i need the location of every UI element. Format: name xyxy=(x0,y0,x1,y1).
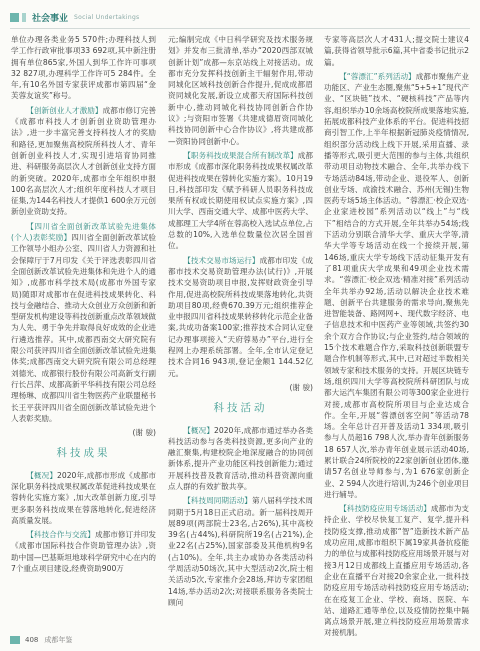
book-title: 成都年鉴 xyxy=(44,636,73,644)
column-3 xyxy=(324,34,469,642)
section-heading: 【四川省全面创新改革试验先进集体(个人)表彰奖励】 xyxy=(11,221,156,243)
paragraph: 【职务科技成果混合所有制改革】成都市形成《成都市深化职务科技成果权属改革促进科技成果在蓉转化实施方案》。10月19日,科技部印发《赋予科研人员职务科技成果所有权或长期使用权试点实施方案》,四川大学、西南交通大学、成都中医药大学、成都理工大学4所在蓉高校入选试点单位,占总数的10%,入选单位数量位次居全国首位。 xyxy=(168,150,314,251)
author-sign: (谢 骏) xyxy=(289,382,313,392)
paragraph: 【“蓉漂汇”系列活动】成都市聚焦产业功能区、产业生态圈,聚焦“5+5+1”现代产业、“区块链”技术、“硬核科技”产品等内容,组织举办10余场高校院所成果落地实施,拓展成都科技产业体系的平台。促进科技招商引智工作,上半年根据新冠肺炎疫情情况,组织部分活动线上线下开展,采用直播、录播等形式,吸引更大范围的参与主体,共组织带动项目动物技术融合、全年,共举办线下专场活动84场,带动企业、退役军人、创新创业专场、成渝技术融合、苏州(无锡)生物医药专场5场主体活动。“蓉漂汇·校企双选·企业家进校园”系列活动以“线上”与“线下”相结合的方式开展,全年共举办54场;线下活动分别联合清华大学、重庆大学等,清华大学等专场活动在线一个接续开展,第146场,重庆大学专场线下活动征集开发有了81项重庆大学成果和49项企业技术需求。“蓉漂汇·校企双选·精准对接”系列活动全年共举办92场,活动以解决企业技术难题、创新平台共建服务的需求导向,聚焦先进智能装备、路网网+、现代数字经济、电子信息技术和中医药产业等领域,共签约30余个双方合作协议;与企业签约,结合领域的15个技术难题合作方,采取科技创新联盟专题合作机制等形式,其中,已对超过半数相关领域专家和技术服务的支持。开展区块链专场,组织四川大学等高校院所科研团队与成都大运汽车集团有限公司等300家企业进行对接,成都市高校院所项目与企业达成合作。全年,开展“蓉漂创客空间”等活动78场。全年总计召开普及活动1 334项,吸引参与人员超16 798人次,举办青年创新服务18 657人次,举办青年创业展示活动40场,累计联合24所院校的22家创新创业团体,邀请57名创业导师参与,为1 676家创新企业、2 594人次进行培训,为246个创业项目进行辅导。 xyxy=(324,71,469,499)
section-title: 科技成果 xyxy=(56,447,111,460)
page-footer xyxy=(10,635,72,645)
section-heading: 【概况】 xyxy=(183,425,215,435)
paragraph: 【创新创业人才激励】成都市修订完善《成都市科技人才创新创业资助管理办法》,进一步丰富完善支持科技人才的奖励和路径,更加聚焦高校院所科技人才、青年创新创业科技人才,实现引进培育协同推进、科研服务高层次人才创新创业支持方面的新突破。2020年,成都市全年组织申报100名高层次人才;组织年度科技人才项目征集,为144名科技人才提供1 600余万元创新创业资助支持。 xyxy=(11,105,157,217)
paragraph: 【科技防疫应用专场活动】成都市为支持企业、学校尽快复工复产、复学,提升科技防疫支撑,推动成都“智”造新技术新产品成功应用,成都市组织下属19家具备抗疫能力的单位与成都科技防疫应用场景开展与对接3月12日成都线上直播应用专场活动,各企业在直播平台对接20余家企业,一批科技防疫应用专场活动科技防疫应用专场活动;在在疫复工企业、学校、商场、医院、车站、道路汇通等单位,以及疫情防控集中隔离点场景开展,建立科技防疫应用场景需求对接机制。 xyxy=(324,504,470,638)
page-header xyxy=(10,8,470,26)
paragraph: 【技术交易市场运行】成都市印发《成都市技术交易资助管理办法(试行)》,开展技术交易资助项目申报,发挥财政资金引导作用,促进高校院所科技成果落地转化,共资助项目80项,经费670.39万元;组织推荐企业申报四川省科技成果转移转化示范企业备案,共成功备案100家;推荐技术合同认定登记办理事项接入“天府蓉易办”平台,进行全程网上办理系统部署。全年,全市认定登记技术合同16 943项,登记金额1 144.52亿元。 xyxy=(168,255,314,378)
paragraph: 【科技合作与交流】成都市修订并印发《成都市国际科技合作资助管理办法》,资助中国—巴基斯坦地球科学研究中心在内的7个重点项目建设,经费资助900万 xyxy=(11,530,157,574)
header-divider xyxy=(10,28,470,29)
section-heading: 【职务科技成果混合所有制改革】 xyxy=(183,150,298,160)
page-number: 408 xyxy=(25,636,39,644)
paragraph: 单位办理各类业务5 570件;办理科技人到学工作行政审批事项33 692项,其中新注册拥有单位865家,外国人到华工作许可事项32 827项,办理科学工作许可5 284件。全年,有10名外国专家获评成都市第四届“金芙蓉友谊奖”称号。 xyxy=(11,35,156,101)
section-heading: 【技术交易市场运行】 xyxy=(183,255,260,265)
section-heading: 【科技合作与交流】 xyxy=(26,530,95,540)
section-heading: 【“蓉漂汇”系列活动】 xyxy=(339,71,416,81)
column-1 xyxy=(11,34,156,577)
section-heading: 【创新创业人才激励】 xyxy=(26,105,103,115)
section-heading: 【科技周同期活动】 xyxy=(183,496,252,506)
paragraph: 【概况】2020年,成都市通过举办各类科技活动参与各类科技资源,更多向产业的融汇聚集,构建校院企地深度融合的协同创新体系,提升产业功能区科技创新能力;通过开展科技普及教育活动,推动科普资源向重点人群的有效扩散共享。 xyxy=(168,425,313,491)
paragraph: 【概况】2020年,成都市形成《成都市深化职务科技成果权属改革促进科技成果在蓉转化实施方案》,加大改革创新力度,引导更多职务科技成果在蓉落地转化,促进经济高质量发展。 xyxy=(11,470,156,525)
header-mark-icon xyxy=(10,13,19,22)
header-mark-accent xyxy=(22,13,26,22)
paragraph: 【四川省全面创新改革试验先进集体(个人)表彰奖励】四川省全面创新改革试验工作领导小组办公室、四川省人力资源和社会保障厅于7月印发《关于评选表彰四川省全面创新改革试验先进集体和先进个人的通知》,成都市科学技术局(成都市外国专家局)随即对成都市在促进科技成果转化、科技与金融结合、推动大众创业万众创新和新型研发机构建设等科技创新重点改革领域做为人先、勇于争先并取得良好成效的企业进行遴选推荐。其中,成都西南交大研究院有限公司获评四川省全面创新改革试验先进集体奖;成都西南交大研究院有限公司总经理刘德光、成都银行股份有限公司高新支行副行长吕萍、成都高新平华科技有限公司总经理杨琳、成都四川省生物医药产业联盟秘书长王平获评四川省全面创新改革试验先进个人表彰奖励。 xyxy=(11,221,156,423)
section-title: 科技活动 xyxy=(213,402,268,415)
header-subtitle: Social Undertakings xyxy=(74,13,140,21)
paragraph: 专家等高层次人才431人;提交院士建议4篇,获得省领导批示6篇,其中省委书记批示2篇。 xyxy=(324,35,469,67)
section-heading: 【概况】 xyxy=(26,470,58,480)
paragraph: 【科技周同期活动】第八届科学技术周同期于5月18日正式启动。新一届科技周开展89项(两部院士23名,占26%),其中高校39名(占44%),科研院所19名(占21%),企业22名(占25%),国家部委及其他机构9名(占10%)。全年,共主办或协办各类活动科学周活动50场次,其中大型活动2次,院士相关活动5次,专家推介会28场,拜访专家团组14场,举办活动2次;对接联系服务各类院士顾问 xyxy=(168,496,314,607)
author-sign: (谢 骏) xyxy=(132,428,156,438)
column-2 xyxy=(168,34,313,611)
footer-mark-icon xyxy=(10,636,20,644)
section-heading: 【科技防疫应用专场活动】 xyxy=(339,504,431,514)
header-title: 社会事业 xyxy=(32,13,69,24)
paragraph: 元;编制完成《中日科学研究及技术服务规划》并发布三批清单,举办“2020西部双城创新计划”成都—东京站线上对接活动。成都市充分发挥科技创新主干辐射作用,带动同城化区域科技创新合作提升,促成成都眉资同城化发展,新设立成都天府国际科技创新中心,推动同城化科技协同创新合作协议》;与资阳市签署《共建成德眉资同城化科技协同创新中心合作协议》,将共建成都—资阳协同创新中心。 xyxy=(168,35,313,146)
